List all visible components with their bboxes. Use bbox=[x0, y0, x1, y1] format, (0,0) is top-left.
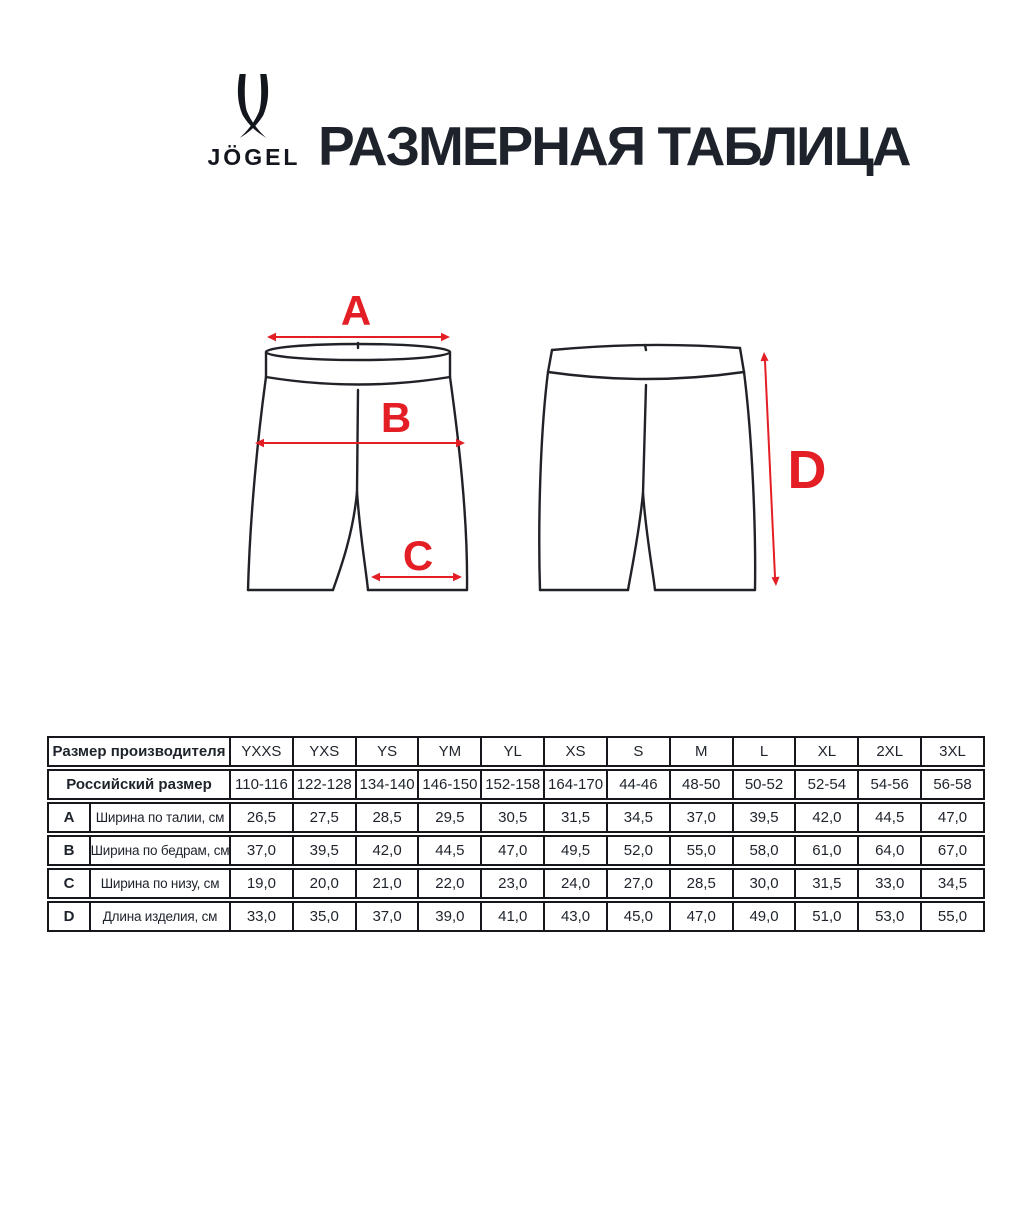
value-cell: 30,5 bbox=[482, 804, 545, 831]
size-header-cell: XS bbox=[545, 738, 608, 765]
russian-size-cell: 134-140 bbox=[357, 771, 420, 798]
size-header-cell: YXXS bbox=[231, 738, 294, 765]
manufacturer-size-row bbox=[47, 736, 985, 767]
value-cell: 28,5 bbox=[671, 870, 734, 897]
measure-arrow-d bbox=[761, 352, 780, 586]
russian-size-cell: 164-170 bbox=[545, 771, 608, 798]
value-cell: 44,5 bbox=[419, 837, 482, 864]
value-cell: 51,0 bbox=[796, 903, 859, 930]
manufacturer-size-label: Размер производителя bbox=[49, 738, 231, 765]
measure-arrow-b bbox=[255, 439, 465, 447]
value-cell: 24,0 bbox=[545, 870, 608, 897]
value-cell: 49,0 bbox=[734, 903, 797, 930]
shorts-front-diagram bbox=[240, 285, 480, 600]
value-cell: 58,0 bbox=[734, 837, 797, 864]
russian-size-cell: 52-54 bbox=[796, 771, 859, 798]
row-label-cell: Ширина по бедрам, см bbox=[91, 837, 231, 864]
measurement-row bbox=[47, 802, 985, 833]
shorts-back-diagram bbox=[530, 285, 840, 600]
value-cell: 42,0 bbox=[796, 804, 859, 831]
row-letter-cell: A bbox=[49, 804, 91, 831]
russian-size-row bbox=[47, 769, 985, 800]
value-cell: 43,0 bbox=[545, 903, 608, 930]
size-header-cell: 2XL bbox=[859, 738, 922, 765]
russian-size-cell: 152-158 bbox=[482, 771, 545, 798]
size-header-cell: YXS bbox=[294, 738, 357, 765]
size-header-cell: YM bbox=[419, 738, 482, 765]
russian-size-cell: 50-52 bbox=[734, 771, 797, 798]
value-cell: 20,0 bbox=[294, 870, 357, 897]
value-cell: 45,0 bbox=[608, 903, 671, 930]
value-cell: 55,0 bbox=[937, 908, 968, 925]
size-header-cell: S bbox=[608, 738, 671, 765]
value-cell: 49,5 bbox=[545, 837, 608, 864]
value-cell: 61,0 bbox=[796, 837, 859, 864]
size-header-cell: M bbox=[671, 738, 734, 765]
value-cell: 67,0 bbox=[937, 842, 968, 859]
value-cell: 31,5 bbox=[796, 870, 859, 897]
value-cell: 26,5 bbox=[231, 804, 294, 831]
value-cell: 27,0 bbox=[608, 870, 671, 897]
dimension-label-d: D bbox=[787, 440, 827, 500]
row-letter-cell: D bbox=[49, 903, 91, 930]
value-cell: 22,0 bbox=[419, 870, 482, 897]
measurement-row bbox=[47, 835, 985, 866]
value-cell: 31,5 bbox=[545, 804, 608, 831]
value-cell: 19,0 bbox=[231, 870, 294, 897]
value-cell: 37,0 bbox=[357, 903, 420, 930]
jogel-logo-icon bbox=[222, 72, 284, 142]
russian-size-label: Российский размер bbox=[49, 771, 231, 798]
value-cell: 47,0 bbox=[482, 837, 545, 864]
row-letter-cell: B bbox=[49, 837, 91, 864]
row-label-cell: Ширина по низу, см bbox=[91, 870, 231, 897]
value-cell: 42,0 bbox=[357, 837, 420, 864]
value-cell: 21,0 bbox=[357, 870, 420, 897]
value-cell: 47,0 bbox=[937, 809, 968, 826]
value-cell: 39,0 bbox=[419, 903, 482, 930]
russian-size-cell: 146-150 bbox=[419, 771, 482, 798]
measurement-row bbox=[47, 901, 985, 932]
value-cell: 37,0 bbox=[231, 837, 294, 864]
size-header-cell: L bbox=[734, 738, 797, 765]
size-header-cell: YS bbox=[357, 738, 420, 765]
dimension-label-b: B bbox=[380, 394, 412, 441]
jogel-wordmark: JÖGEL bbox=[207, 144, 301, 170]
page-title: РАЗМЕРНАЯ ТАБЛИЦА bbox=[318, 114, 910, 177]
value-cell: 64,0 bbox=[859, 837, 922, 864]
value-cell: 33,0 bbox=[231, 903, 294, 930]
row-label-cell: Длина изделия, см bbox=[91, 903, 231, 930]
value-cell: 33,0 bbox=[859, 870, 922, 897]
value-cell: 52,0 bbox=[608, 837, 671, 864]
value-cell: 35,0 bbox=[294, 903, 357, 930]
value-cell: 34,5 bbox=[937, 875, 968, 892]
value-cell: 29,5 bbox=[419, 804, 482, 831]
value-cell: 30,0 bbox=[734, 870, 797, 897]
value-cell: 53,0 bbox=[859, 903, 922, 930]
value-cell: 23,0 bbox=[482, 870, 545, 897]
value-cell: 47,0 bbox=[671, 903, 734, 930]
shorts-front-outline bbox=[248, 343, 467, 590]
value-cell: 44,5 bbox=[859, 804, 922, 831]
value-cell: 41,0 bbox=[482, 903, 545, 930]
russian-size-cell: 122-128 bbox=[294, 771, 357, 798]
size-table bbox=[47, 736, 985, 934]
value-cell: 39,5 bbox=[734, 804, 797, 831]
russian-size-cell: 54-56 bbox=[859, 771, 922, 798]
value-cell: 34,5 bbox=[608, 804, 671, 831]
russian-size-cell: 110-116 bbox=[231, 771, 294, 798]
value-cell: 39,5 bbox=[294, 837, 357, 864]
row-label-cell: Ширина по талии, см bbox=[91, 804, 231, 831]
russian-size-cell: 56-58 bbox=[933, 776, 972, 793]
dimension-label-c: C bbox=[402, 532, 434, 579]
value-cell: 55,0 bbox=[671, 837, 734, 864]
value-cell: 28,5 bbox=[357, 804, 420, 831]
russian-size-cell: 44-46 bbox=[608, 771, 671, 798]
size-header-cell: YL bbox=[482, 738, 545, 765]
measure-arrow-a bbox=[267, 333, 450, 341]
value-cell: 27,5 bbox=[294, 804, 357, 831]
size-header-cell: 3XL bbox=[939, 743, 966, 760]
row-letter-cell: C bbox=[49, 870, 91, 897]
measurement-row bbox=[47, 868, 985, 899]
shorts-back-outline bbox=[539, 345, 755, 590]
russian-size-cell: 48-50 bbox=[671, 771, 734, 798]
size-header-cell: XL bbox=[796, 738, 859, 765]
dimension-label-a: A bbox=[340, 287, 372, 334]
value-cell: 37,0 bbox=[671, 804, 734, 831]
